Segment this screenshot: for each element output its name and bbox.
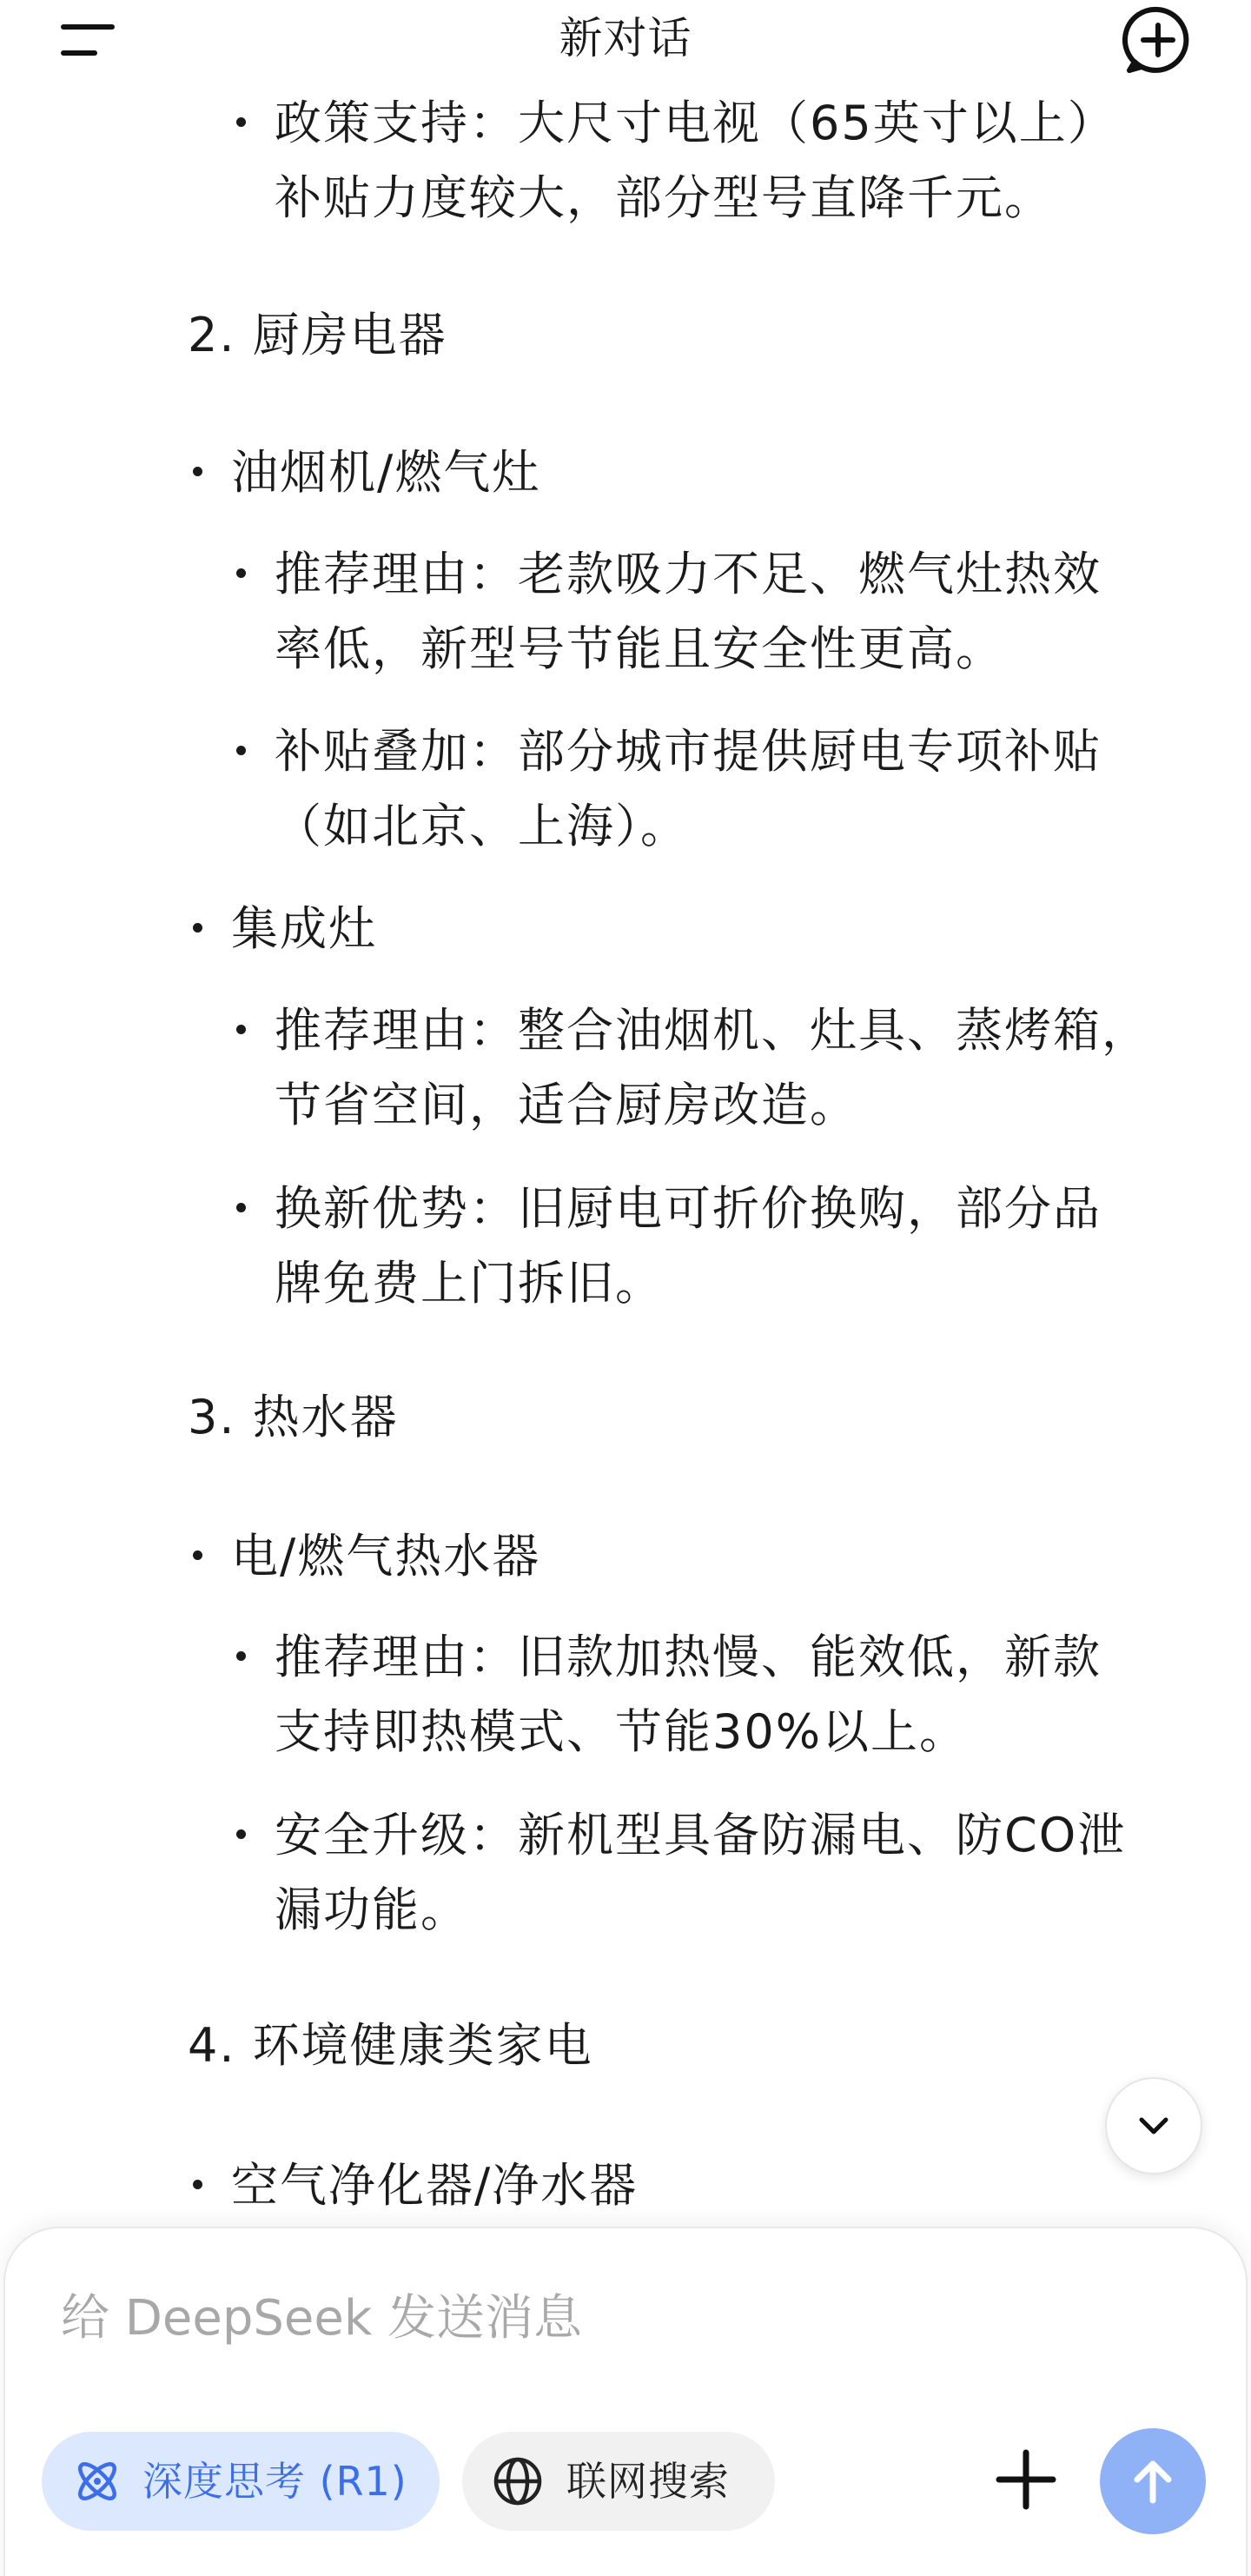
bullet-dot xyxy=(236,117,246,127)
chevron-down-icon xyxy=(1133,2105,1175,2147)
atom-icon xyxy=(71,2455,123,2507)
scroll-to-bottom-button[interactable] xyxy=(1105,2077,1202,2174)
send-button[interactable] xyxy=(1100,2428,1206,2534)
list-item-line: 牌免费上门拆旧。 xyxy=(275,1256,664,1311)
bullet-dot xyxy=(193,2180,202,2189)
list-item-line: 推荐理由：旧款加热慢、能效低，新款 xyxy=(275,1630,1102,1684)
list-item-line: 换新优势：旧厨电可折价换购，部分品 xyxy=(275,1181,1102,1236)
bullet-dot xyxy=(236,1203,246,1212)
plus-icon xyxy=(990,2444,1062,2515)
bullet-dot xyxy=(236,746,246,755)
list-item-line: 节省空间，适合厨房改造。 xyxy=(275,1078,858,1132)
tv-subsidy-line-2: 补贴力度较大，部分型号直降千元。 xyxy=(275,170,1053,225)
tv-subsidy-line-1: 政策支持：大尺寸电视（65英寸以上） xyxy=(275,96,1116,150)
section-heading-water-heater: 3. 热水器 xyxy=(188,1390,399,1444)
bullet-dot xyxy=(236,1829,246,1839)
deep-think-toggle[interactable] xyxy=(42,2432,440,2531)
group-title-integrated-stove: 集成灶 xyxy=(231,901,377,956)
section-heading-kitchen: 2. 厨房电器 xyxy=(188,308,447,362)
new-chat-plus-circle-icon xyxy=(1122,4,1194,76)
bullet-dot xyxy=(236,568,246,578)
list-item-line: 漏功能。 xyxy=(275,1882,469,1937)
list-item-line: 补贴叠加：部分城市提供厨电专项补贴 xyxy=(275,724,1102,779)
group-title-water-heater: 电/燃气热水器 xyxy=(231,1529,541,1583)
list-item-line: 支持即热模式、节能30%以上。 xyxy=(275,1704,969,1759)
list-item-line: 推荐理由：整合油烟机、灶具、蒸烤箱， xyxy=(275,1003,1150,1058)
bullet-dot xyxy=(236,1025,246,1034)
web-search-toggle[interactable] xyxy=(462,2432,775,2531)
attach-button[interactable] xyxy=(990,2444,1062,2515)
group-title-hood-stove: 油烟机/燃气灶 xyxy=(231,445,541,500)
list-item-line: （如北京、上海）。 xyxy=(275,799,689,853)
list-item-line: 安全升级：新机型具备防漏电、防CO泄 xyxy=(275,1808,1127,1862)
new-chat-button[interactable] xyxy=(1122,4,1194,76)
bullet-dot xyxy=(193,1550,202,1560)
bullet-dot xyxy=(193,923,202,933)
web-search-label: 联网搜索 xyxy=(566,2458,730,2505)
list-item-line: 推荐理由：老款吸力不足、燃气灶热效 xyxy=(275,547,1102,601)
globe-icon xyxy=(492,2455,544,2507)
arrow-up-icon xyxy=(1125,2453,1181,2509)
bullet-dot xyxy=(236,1651,246,1661)
bullet-dot xyxy=(193,467,202,476)
page-title: 新对话 xyxy=(559,13,692,63)
top-bar xyxy=(0,0,1251,78)
group-title-purifier: 空气净化器/净水器 xyxy=(231,2158,639,2213)
message-input[interactable]: 给 DeepSeek 发送消息 xyxy=(61,2290,583,2347)
deep-think-label: 深度思考 (R1) xyxy=(142,2458,407,2505)
section-heading-health-appliances: 4. 环境健康类家电 xyxy=(188,2018,593,2073)
list-item-line: 率低，新型号节能且安全性更高。 xyxy=(275,621,1004,676)
